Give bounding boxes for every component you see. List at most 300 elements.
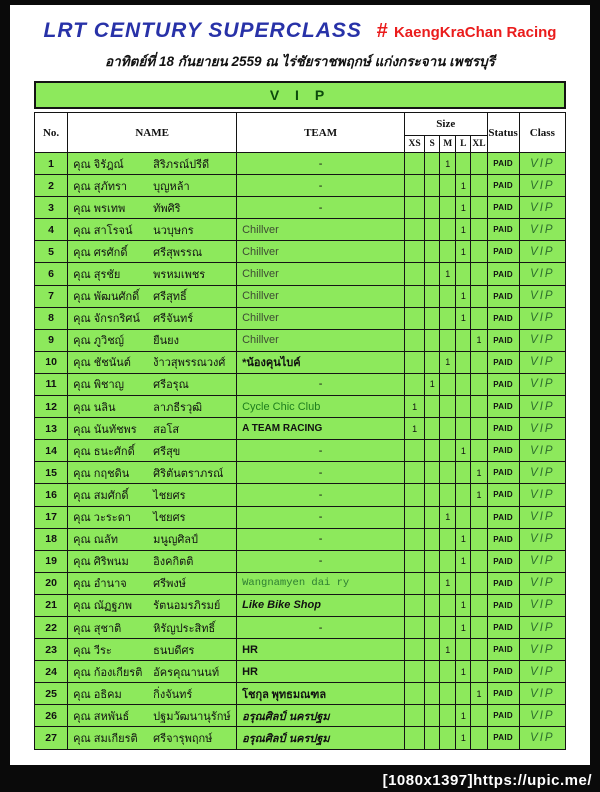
first-name: คุณ ภูวิชญ์ <box>73 335 125 348</box>
class-cell: VIP <box>519 285 565 307</box>
size-s-cell <box>425 639 440 661</box>
size-xl-cell <box>471 351 487 373</box>
table-row <box>35 440 566 462</box>
size-l-cell <box>456 484 471 506</box>
last-name: อัครคุณานนท์ <box>153 666 220 679</box>
size-xl-cell <box>471 528 487 550</box>
size-l-cell <box>456 462 471 484</box>
team-cell: - <box>237 616 405 638</box>
size-xl-cell <box>471 705 487 727</box>
status-cell: PAID <box>487 683 519 705</box>
size-xs-cell <box>405 550 425 572</box>
class-cell: VIP <box>519 705 565 727</box>
size-xs-cell <box>405 285 425 307</box>
size-xs-cell <box>405 440 425 462</box>
table-row <box>35 373 566 395</box>
size-m-cell: 1 <box>440 572 456 594</box>
class-cell: VIP <box>519 727 565 749</box>
table-row <box>35 418 566 440</box>
team-cell: Chillver <box>237 241 405 263</box>
status-cell: PAID <box>487 285 519 307</box>
row-number: 19 <box>35 550 68 572</box>
last-name: ศิริตันตราภรณ์ <box>153 467 224 480</box>
team-cell: - <box>237 462 405 484</box>
table-row <box>35 727 566 749</box>
last-name: รัตนอมรภิรมย์ <box>153 600 221 613</box>
row-number: 4 <box>35 219 68 241</box>
row-number: 24 <box>35 661 68 683</box>
first-name: คุณ สุภัทรา <box>73 180 128 193</box>
size-xl-cell <box>471 175 487 197</box>
table-row <box>35 594 566 616</box>
size-m-cell: 1 <box>440 263 456 285</box>
size-s-cell <box>425 683 440 705</box>
size-xs-cell: 1 <box>405 418 425 440</box>
last-name: ศรีพงษ์ <box>153 578 186 591</box>
size-l-cell: 1 <box>456 705 471 727</box>
size-l-cell: 1 <box>456 241 471 263</box>
size-m-cell <box>440 661 456 683</box>
header-size-group: Size <box>405 113 487 136</box>
team-cell: - <box>237 528 405 550</box>
size-xs-cell <box>405 528 425 550</box>
name-cell <box>68 506 237 528</box>
row-number: 27 <box>35 727 68 749</box>
size-s-cell <box>425 418 440 440</box>
class-cell: VIP <box>519 153 565 175</box>
table-header <box>35 113 566 153</box>
size-s-cell <box>425 285 440 307</box>
status-cell: PAID <box>487 506 519 528</box>
first-name: คุณ สหพันธ์ <box>73 710 130 723</box>
row-number: 9 <box>35 329 68 351</box>
table-row <box>35 661 566 683</box>
class-cell: VIP <box>519 661 565 683</box>
size-l-cell: 1 <box>456 661 471 683</box>
last-name: พรหมเพชร <box>153 269 206 282</box>
row-number: 23 <box>35 639 68 661</box>
class-cell: VIP <box>519 528 565 550</box>
size-s-cell <box>425 705 440 727</box>
size-m-cell <box>440 727 456 749</box>
size-m-cell <box>440 683 456 705</box>
first-name: คุณ พัฒนศักดิ์ <box>73 291 140 304</box>
last-name: ยืนยง <box>153 335 179 348</box>
size-xs-cell <box>405 484 425 506</box>
size-s-cell <box>425 484 440 506</box>
header-size-s: S <box>425 136 440 153</box>
size-m-cell <box>440 373 456 395</box>
last-name: กิ่งจันทร์ <box>153 688 193 701</box>
name-cell <box>68 550 237 572</box>
first-name: คุณ ชัชนันต์ <box>73 357 131 370</box>
title-main: LRT CENTURY SUPERCLASS <box>43 19 362 42</box>
row-number: 22 <box>35 616 68 638</box>
size-l-cell <box>456 639 471 661</box>
class-cell: VIP <box>519 263 565 285</box>
size-l-cell: 1 <box>456 616 471 638</box>
size-m-cell <box>440 307 456 329</box>
size-xl-cell <box>471 661 487 683</box>
class-cell: VIP <box>519 572 565 594</box>
first-name: คุณ จิรัฎณ์ <box>73 158 124 171</box>
status-cell: PAID <box>487 351 519 373</box>
class-cell: VIP <box>519 197 565 219</box>
table-row <box>35 285 566 307</box>
size-xs-cell <box>405 616 425 638</box>
size-xl-cell <box>471 418 487 440</box>
header-size-l: L <box>456 136 471 153</box>
name-cell <box>68 351 237 373</box>
status-cell: PAID <box>487 307 519 329</box>
team-cell: Chillver <box>237 307 405 329</box>
size-m-cell <box>440 462 456 484</box>
first-name: คุณ ศรศักดิ์ <box>73 246 128 259</box>
size-l-cell <box>456 418 471 440</box>
size-s-cell <box>425 528 440 550</box>
name-cell <box>68 727 237 749</box>
class-cell: VIP <box>519 329 565 351</box>
size-xs-cell <box>405 506 425 528</box>
row-number: 16 <box>35 484 68 506</box>
class-cell: VIP <box>519 594 565 616</box>
size-xs-cell <box>405 462 425 484</box>
status-cell: PAID <box>487 528 519 550</box>
class-cell: VIP <box>519 351 565 373</box>
size-xl-cell <box>471 572 487 594</box>
first-name: คุณ ก้องเกียรติ <box>73 666 143 679</box>
row-number: 3 <box>35 197 68 219</box>
status-cell: PAID <box>487 263 519 285</box>
class-cell: VIP <box>519 550 565 572</box>
size-l-cell: 1 <box>456 307 471 329</box>
size-xs-cell <box>405 263 425 285</box>
status-cell: PAID <box>487 440 519 462</box>
size-xl-cell <box>471 396 487 418</box>
size-s-cell <box>425 572 440 594</box>
first-name: คุณ ณลัท <box>73 534 118 547</box>
table-body <box>35 153 566 750</box>
status-cell: PAID <box>487 396 519 418</box>
size-xl-cell <box>471 506 487 528</box>
team-cell: - <box>237 153 405 175</box>
size-s-cell <box>425 616 440 638</box>
team-cell: - <box>237 484 405 506</box>
name-cell <box>68 329 237 351</box>
team-cell: อรุณศิลป์ นครปฐม <box>237 727 405 749</box>
watermark-text: [1080x1397]https://upic.me/ <box>382 772 592 789</box>
first-name: คุณ สุรชัย <box>73 269 121 282</box>
row-number: 17 <box>35 506 68 528</box>
table-row <box>35 639 566 661</box>
header-no: No. <box>35 113 68 153</box>
size-s-cell <box>425 462 440 484</box>
size-s-cell <box>425 594 440 616</box>
row-number: 2 <box>35 175 68 197</box>
row-number: 15 <box>35 462 68 484</box>
size-s-cell <box>425 175 440 197</box>
name-cell <box>68 373 237 395</box>
size-xs-cell <box>405 219 425 241</box>
table-row <box>35 683 566 705</box>
name-cell <box>68 285 237 307</box>
name-cell <box>68 175 237 197</box>
class-cell: VIP <box>519 506 565 528</box>
row-number: 14 <box>35 440 68 462</box>
table-row <box>35 351 566 373</box>
last-name: ปฐมวัฒนานุรักษ์ <box>153 710 231 723</box>
status-cell: PAID <box>487 153 519 175</box>
team-cell: Like Bike Shop <box>237 594 405 616</box>
first-name: คุณ สุชาติ <box>73 622 122 635</box>
table-row <box>35 506 566 528</box>
first-name: คุณ นันทัชพร <box>73 423 137 436</box>
team-cell: Chillver <box>237 329 405 351</box>
status-cell: PAID <box>487 727 519 749</box>
size-s-cell <box>425 329 440 351</box>
size-xl-cell <box>471 285 487 307</box>
title-racing: KaengKraChan Racing <box>393 24 557 41</box>
size-l-cell: 1 <box>456 727 471 749</box>
size-xs-cell <box>405 727 425 749</box>
class-cell: VIP <box>519 639 565 661</box>
last-name: สิริภรณ์ปรีดี <box>153 158 210 171</box>
status-cell: PAID <box>487 197 519 219</box>
size-xl-cell: 1 <box>471 462 487 484</box>
team-cell: HR <box>237 639 405 661</box>
size-xl-cell <box>471 727 487 749</box>
status-cell: PAID <box>487 705 519 727</box>
team-cell: - <box>237 175 405 197</box>
table-row <box>35 396 566 418</box>
row-number: 18 <box>35 528 68 550</box>
row-number: 12 <box>35 396 68 418</box>
last-name: ทัพศิริ <box>153 202 181 215</box>
class-cell: VIP <box>519 219 565 241</box>
table-row <box>35 175 566 197</box>
first-name: คุณ นลิน <box>73 401 116 414</box>
name-cell <box>68 153 237 175</box>
size-xs-cell <box>405 661 425 683</box>
team-cell: - <box>237 506 405 528</box>
size-s-cell: 1 <box>425 373 440 395</box>
size-l-cell: 1 <box>456 219 471 241</box>
vip-banner <box>34 81 566 109</box>
name-cell <box>68 528 237 550</box>
size-s-cell <box>425 396 440 418</box>
last-name: มนูญศิลป์ <box>153 534 199 547</box>
size-s-cell <box>425 351 440 373</box>
table-row <box>35 153 566 175</box>
first-name: คุณ วะระดา <box>73 512 132 525</box>
class-cell: VIP <box>519 418 565 440</box>
size-m-cell <box>440 396 456 418</box>
first-name: คุณ จักรกริศน์ <box>73 313 140 326</box>
name-cell <box>68 462 237 484</box>
size-m-cell <box>440 528 456 550</box>
size-s-cell <box>425 440 440 462</box>
row-number: 10 <box>35 351 68 373</box>
name-cell <box>68 219 237 241</box>
table-row <box>35 462 566 484</box>
registration-table <box>34 112 566 750</box>
status-cell: PAID <box>487 550 519 572</box>
table-row <box>35 705 566 727</box>
team-cell: - <box>237 197 405 219</box>
header-status: Status <box>487 113 519 153</box>
status-cell: PAID <box>487 418 519 440</box>
size-xl-cell <box>471 219 487 241</box>
class-cell: VIP <box>519 396 565 418</box>
size-xs-cell <box>405 329 425 351</box>
name-cell <box>68 307 237 329</box>
size-s-cell <box>425 241 440 263</box>
name-cell <box>68 683 237 705</box>
size-xl-cell: 1 <box>471 484 487 506</box>
size-m-cell <box>440 418 456 440</box>
name-cell <box>68 484 237 506</box>
size-s-cell <box>425 219 440 241</box>
size-l-cell <box>456 506 471 528</box>
team-cell: อรุณศิลป์ นครปฐม <box>237 705 405 727</box>
size-l-cell <box>456 572 471 594</box>
size-m-cell <box>440 705 456 727</box>
size-l-cell <box>456 263 471 285</box>
document-page <box>10 5 590 765</box>
size-m-cell <box>440 440 456 462</box>
last-name: หิรัญประสิทธิ์ <box>153 622 216 635</box>
first-name: คุณ สมเกียรติ <box>73 732 138 745</box>
table-row <box>35 528 566 550</box>
size-xs-cell <box>405 197 425 219</box>
status-cell: PAID <box>487 241 519 263</box>
table-row <box>35 197 566 219</box>
last-name: ศรีจันทร์ <box>153 313 194 326</box>
row-number: 11 <box>35 373 68 395</box>
last-name: บุญหล้า <box>153 180 190 193</box>
size-xl-cell <box>471 550 487 572</box>
event-date-location: อาทิตย์ที่ 18 กันยายน 2559 ณ ไร่ชัยราชพฤกษ์ แก่งกระจาน เพชรบุรี <box>105 54 495 69</box>
header-size-m: M <box>440 136 456 153</box>
status-cell: PAID <box>487 639 519 661</box>
first-name: คุณ สาโรจน์ <box>73 224 133 237</box>
last-name: ไชยศร <box>153 512 186 525</box>
class-cell: VIP <box>519 440 565 462</box>
first-name: คุณ ณัฏฐภพ <box>73 600 132 613</box>
size-xl-cell <box>471 639 487 661</box>
size-xl-cell <box>471 373 487 395</box>
size-m-cell: 1 <box>440 153 456 175</box>
first-name: คุณ อธิคม <box>73 688 122 701</box>
size-l-cell <box>456 373 471 395</box>
last-name: ศรีอรุณ <box>153 379 189 392</box>
class-cell: VIP <box>519 462 565 484</box>
class-cell: VIP <box>519 616 565 638</box>
row-number: 5 <box>35 241 68 263</box>
last-name: นวบุษกร <box>153 224 194 237</box>
team-cell: Cycle Chic Club <box>237 396 405 418</box>
header-size-xs: XS <box>405 136 425 153</box>
size-l-cell: 1 <box>456 175 471 197</box>
size-l-cell <box>456 396 471 418</box>
status-cell: PAID <box>487 594 519 616</box>
last-name: ลาภธีรวุฒิ <box>153 401 203 414</box>
size-xs-cell <box>405 594 425 616</box>
row-number: 21 <box>35 594 68 616</box>
first-name: คุณ อำนาจ <box>73 578 127 591</box>
size-l-cell: 1 <box>456 440 471 462</box>
table-row <box>35 550 566 572</box>
first-name: คุณ พรเทพ <box>73 202 126 215</box>
team-cell: Chillver <box>237 263 405 285</box>
name-cell <box>68 661 237 683</box>
first-name: คุณ วีระ <box>73 644 112 657</box>
size-xs-cell: 1 <box>405 396 425 418</box>
last-name: อิงคกิตติ <box>153 556 194 569</box>
size-xl-cell <box>471 241 487 263</box>
name-cell <box>68 418 237 440</box>
row-number: 6 <box>35 263 68 285</box>
first-name: คุณ พิชาญ <box>73 379 125 392</box>
size-l-cell: 1 <box>456 528 471 550</box>
status-cell: PAID <box>487 616 519 638</box>
last-name: ง้าวสุพรรณวงศ์ <box>153 357 226 370</box>
size-m-cell <box>440 241 456 263</box>
size-l-cell <box>456 153 471 175</box>
size-s-cell <box>425 506 440 528</box>
size-xl-cell <box>471 440 487 462</box>
class-cell: VIP <box>519 683 565 705</box>
size-m-cell <box>440 550 456 572</box>
name-cell <box>68 263 237 285</box>
size-xs-cell <box>405 572 425 594</box>
size-l-cell: 1 <box>456 197 471 219</box>
first-name: คุณ กฤชดิน <box>73 467 130 480</box>
size-s-cell <box>425 727 440 749</box>
last-name: ศรีจารุพฤกษ์ <box>153 732 213 745</box>
status-cell: PAID <box>487 484 519 506</box>
table-row <box>35 572 566 594</box>
size-m-cell <box>440 616 456 638</box>
table-row <box>35 263 566 285</box>
size-xs-cell <box>405 307 425 329</box>
status-cell: PAID <box>487 462 519 484</box>
size-s-cell <box>425 307 440 329</box>
name-cell <box>68 440 237 462</box>
size-l-cell <box>456 351 471 373</box>
status-cell: PAID <box>487 329 519 351</box>
class-cell: VIP <box>519 307 565 329</box>
size-xs-cell <box>405 175 425 197</box>
size-m-cell <box>440 484 456 506</box>
team-cell: HR <box>237 661 405 683</box>
team-cell: โชกุล พุทธมณฑล <box>237 683 405 705</box>
first-name: คุณ สมศักดิ์ <box>73 489 129 502</box>
size-l-cell: 1 <box>456 594 471 616</box>
last-name: ไชยศร <box>153 489 186 502</box>
row-number: 20 <box>35 572 68 594</box>
status-cell: PAID <box>487 175 519 197</box>
size-l-cell <box>456 683 471 705</box>
size-l-cell: 1 <box>456 550 471 572</box>
size-s-cell <box>425 263 440 285</box>
name-cell <box>68 594 237 616</box>
size-xs-cell <box>405 351 425 373</box>
size-s-cell <box>425 197 440 219</box>
size-m-cell: 1 <box>440 351 456 373</box>
name-cell <box>68 396 237 418</box>
class-cell: VIP <box>519 175 565 197</box>
